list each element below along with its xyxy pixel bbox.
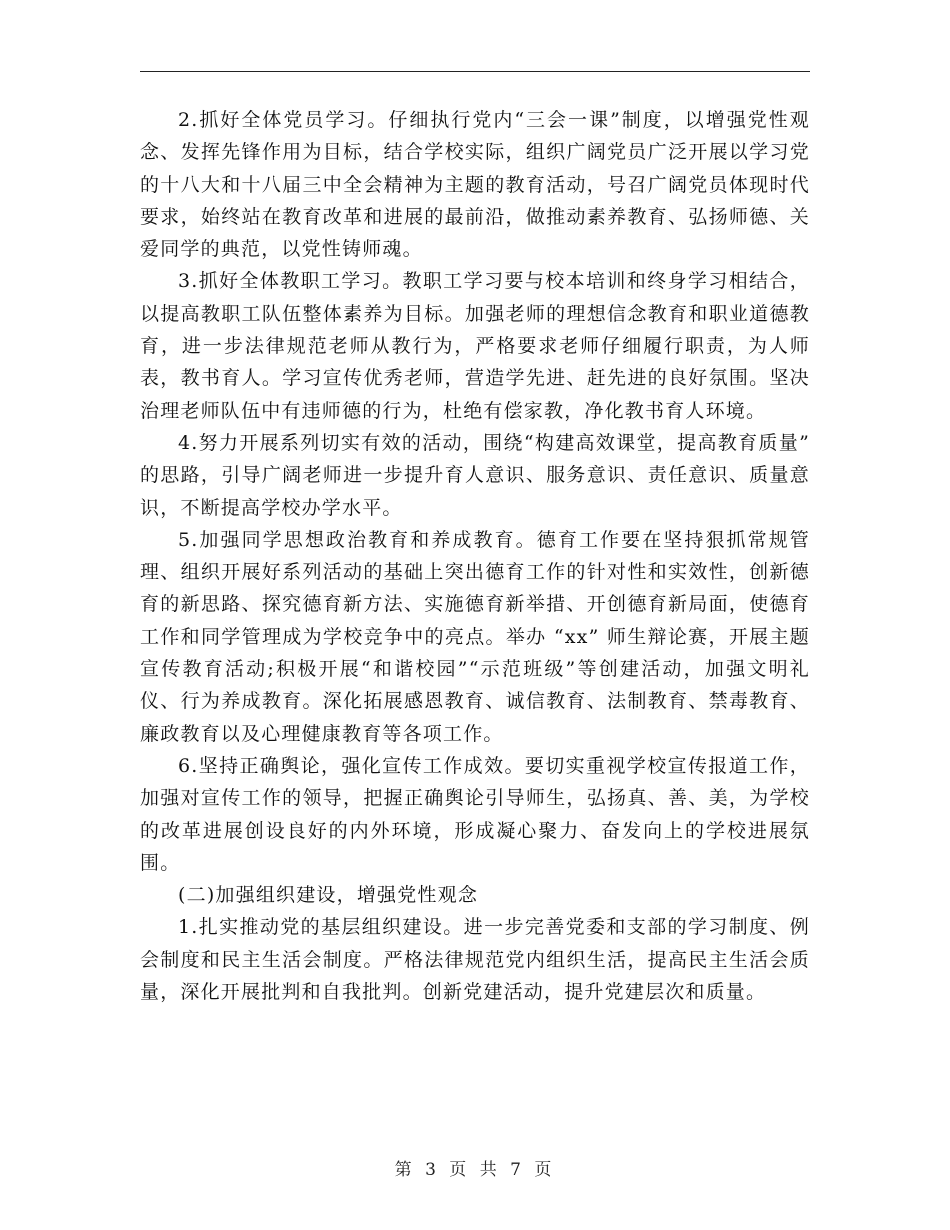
paragraph-item-4: 4.努力开展系列切实有效的活动，围绕“构建高效课堂，提高教育质量” 的思路，引导广阔老师进一步提升育人意识、服务意识、责任意识、质量意识，不断提高学校办学水平。 [140, 431, 810, 519]
header-rule [140, 71, 810, 72]
paragraph-item-2: 2.抓好全体党员学习。仔细执行党内“三会一课”制度，以增强党性观念、发挥先锋作用为目标，结合学校实际，组织广阔党员广泛开展以学习党的十八大和十八届三中全会精神为主题的教育活动，号召广阔党员体现时代要求，始终站在教育改革和进展的最前沿，做推动素养教育、弘扬师德、关爱同学的典范，以党性铸师魂。 [140, 109, 810, 261]
page-number: 第 3 页 共 7 页 [394, 1160, 556, 1180]
page-footer [0, 1155, 950, 1180]
section-heading: (二)加强组织建设，增强党性观念 [178, 884, 479, 907]
paragraph-item-5: 5.加强同学思想政治教育和养成教育。德育工作要在坚持狠抓常规管理、组织开展好系列活动的基础上突出德育工作的针对性和实效性，创新德育的新思路、探究德育新方法、实施德育新举措、开创德育新局面，使德育工作和同学管理成为学校竞争中的亮点。举办 “xx” 师生辩论赛，开展主题宣传教育活动;积极开展“和谐校园”“示范班级”等创建活动，加强文明礼仪、行为养成教育。深化拓展感恩教育、诚信教育、法制教育、禁毒教育、廉政教育以及心理健康教育等各项工作。 [140, 528, 810, 745]
document-body [140, 104, 810, 1008]
paragraph-item-6: 6.坚持正确舆论，强化宣传工作成效。要切实重视学校宣传报道工作，加强对宣传工作的领导，把握正确舆论引导师生，弘扬真、善、美，为学校的改革进展创设良好的内外环境，形成凝心聚力、奋发向上的学校进展氛围。 [140, 754, 810, 874]
paragraph-item-3: 3.抓好全体教职工学习。教职工学习要与校本培训和终身学习相结合，以提高教职工队伍整体素养为目标。加强老师的理想信念教育和职业道德教育，进一步法律规范老师从教行为，严格要求老师仔细履行职责，为人师表，教书育人。学习宣传优秀老师，营造学先进、赶先进的良好氛围。坚决治理老师队伍中有违师德的行为，杜绝有偿家教，净化教书育人环境。 [140, 270, 810, 422]
paragraph-item-1: 1.扎实推动党的基层组织建设。进一步完善党委和支部的学习制度、例会制度和民主生活会制度。严格法律规范党内组织生活，提高民主生活会质量，深化开展批判和自我批判。创新党建活动，提升党建层次和质量。 [140, 916, 810, 1004]
